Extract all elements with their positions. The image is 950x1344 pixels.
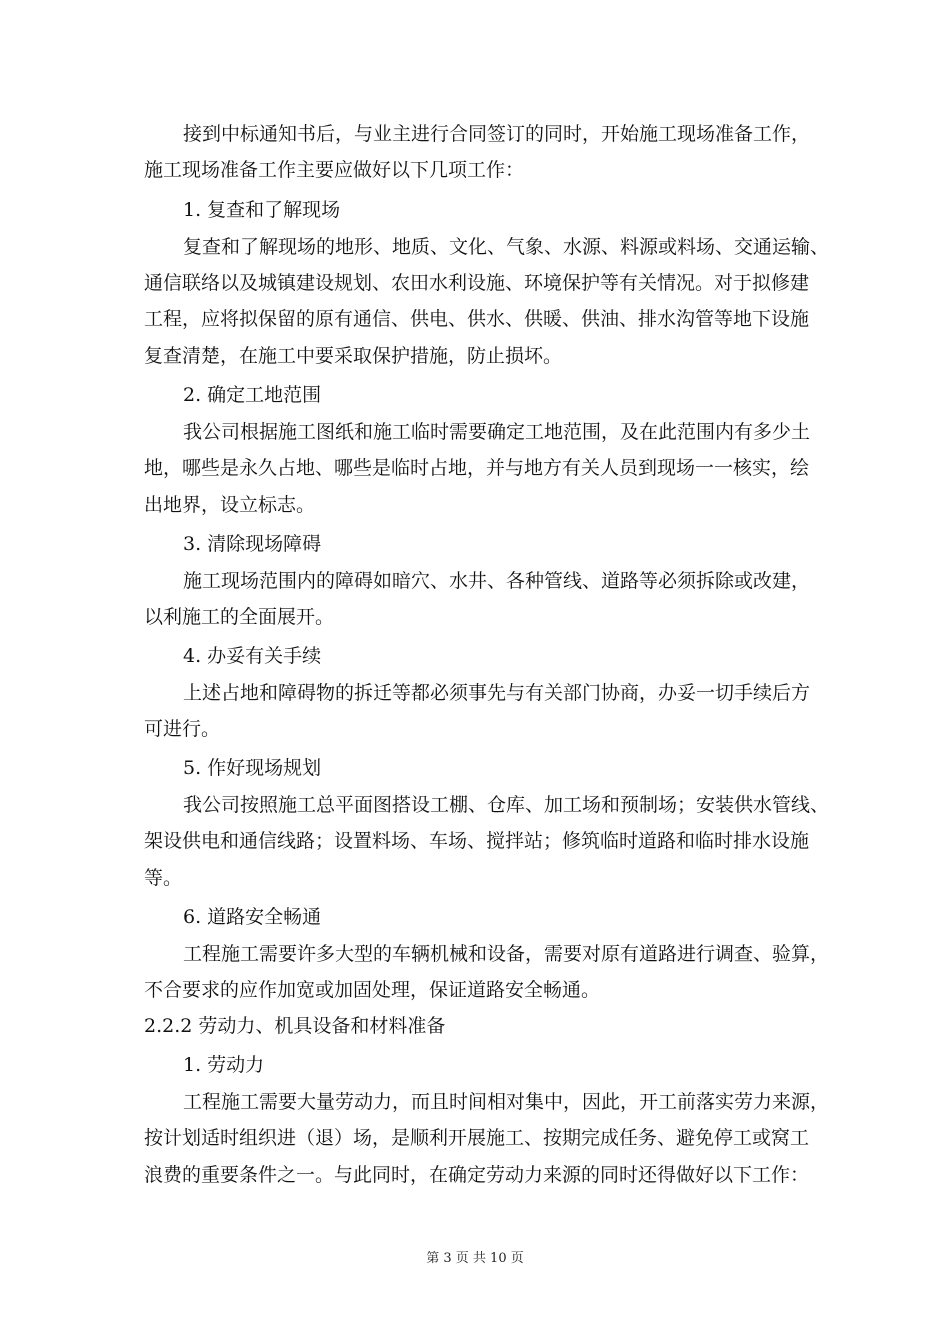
heading-1: 1. 复查和了解现场 [183, 199, 341, 221]
paragraph-line: 等。 [144, 867, 183, 889]
heading-3: 3. 清除现场障碍 [183, 533, 322, 555]
section-heading: 2.2.2 劳动力、机具设备和材料准备 [144, 1015, 446, 1037]
paragraph-line: 我公司根据施工图纸和施工临时需要确定工地范围，及在此范围内有多少土 [183, 421, 811, 443]
paragraph-line: 架设供电和通信线路；设置料场、车场、搅拌站；修筑临时道路和临时排水设施 [144, 830, 810, 852]
heading-labor: 1. 劳动力 [183, 1054, 265, 1076]
page-number-footer: 第 3 页 共 10 页 [426, 1251, 524, 1266]
paragraph-line: 接到中标通知书后，与业主进行合同签订的同时，开始施工现场准备工作， [183, 123, 811, 145]
paragraph-line: 复查清楚，在施工中要采取保护措施，防止损坏。 [144, 345, 563, 367]
paragraph-line: 工程施工需要大量劳动力，而且时间相对集中，因此，开工前落实劳力来源， [183, 1091, 830, 1113]
heading-4: 4. 办妥有关手续 [183, 645, 322, 667]
paragraph-line: 工程施工需要许多大型的车辆机械和设备，需要对原有道路进行调查、验算， [183, 943, 830, 965]
paragraph-line: 浪费的重要条件之一。与此同时，在确定劳动力来源的同时还得做好以下工作： [144, 1164, 810, 1186]
paragraph-line: 施工现场准备工作主要应做好以下几项工作： [144, 159, 525, 181]
paragraph-line: 上述占地和障碍物的拆迁等都必须事先与有关部门协商，办妥一切手续后方 [183, 682, 811, 704]
heading-6: 6. 道路安全畅通 [183, 906, 322, 928]
paragraph-line: 复查和了解现场的地形、地质、文化、气象、水源、料源或料场、交通运输、 [183, 236, 830, 258]
paragraph-line: 地，哪些是永久占地、哪些是临时占地，并与地方有关人员到现场一一核实，绘 [144, 457, 810, 479]
paragraph-line: 可进行。 [144, 718, 221, 740]
paragraph-line: 以利施工的全面展开。 [144, 606, 335, 628]
paragraph-line: 我公司按照施工总平面图搭设工棚、仓库、加工场和预制场；安装供水管线、 [183, 794, 830, 816]
paragraph-line: 通信联络以及城镇建设规划、农田水利设施、环境保护等有关情况。对于拟修建 [144, 272, 810, 294]
heading-2: 2. 确定工地范围 [183, 384, 322, 406]
heading-5: 5. 作好现场规划 [183, 757, 322, 779]
paragraph-line: 不合要求的应作加宽或加固处理，保证道路安全畅通。 [144, 979, 601, 1001]
paragraph-line: 工程，应将拟保留的原有通信、供电、供水、供暖、供油、排水沟管等地下设施 [144, 308, 810, 330]
paragraph-line: 按计划适时组织进（退）场，是顺利开展施工、按期完成任务、避免停工或窝工 [144, 1127, 810, 1149]
paragraph-line: 出地界，设立标志。 [144, 494, 316, 516]
paragraph-line: 施工现场范围内的障碍如暗穴、水井、各种管线、道路等必须拆除或改建， [183, 570, 811, 592]
